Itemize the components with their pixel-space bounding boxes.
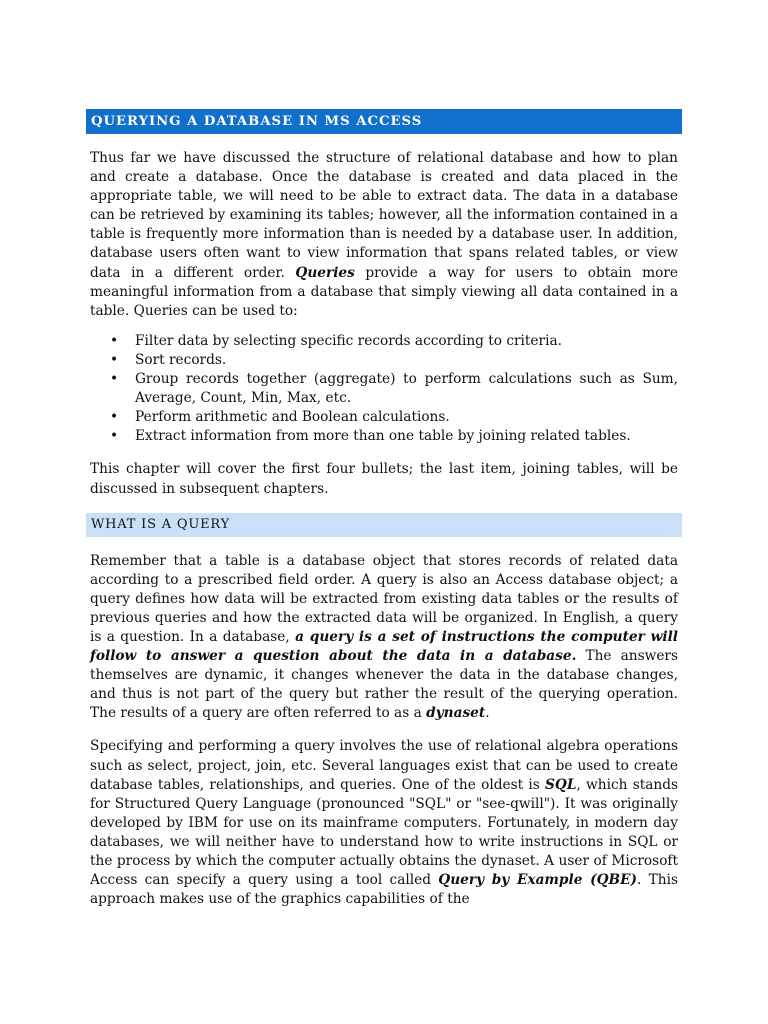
query-definition-paragraph bbox=[86, 552, 682, 724]
list-item bbox=[86, 332, 678, 351]
sql-text-1: Specifying and performing a query involves the use of relational algebra operations such as select, project, join, etc. Several languages exist that can be used to create database tables, relationships, and queries. One of the oldest is bbox=[90, 738, 678, 793]
bullet-icon: • bbox=[110, 428, 119, 445]
sql-text-3: . This approach makes use of the graphics capabilities of the bbox=[90, 872, 678, 908]
closing-paragraph: This chapter will cover the first four bullets; the last item, joining tables, will be discussed in subsequent chapters. bbox=[90, 461, 678, 497]
term-qbe: Query by Example (QBE) bbox=[438, 872, 637, 889]
sql-paragraph bbox=[86, 737, 682, 909]
section-heading-querying: QUERYING A DATABASE IN MS ACCESS bbox=[86, 109, 682, 134]
list-item-text: Extract information from more than one table by joining related tables. bbox=[135, 428, 631, 445]
list-item bbox=[86, 370, 678, 408]
list-item-text: Group records together (aggregate) to perform calculations such as Sum, Average, Count, Min, Max, etc. bbox=[135, 371, 678, 407]
bullet-icon: • bbox=[110, 351, 119, 368]
sql-text-2: , which stands for Structured Query Language (pronounced "SQL" or "see-qwill"). It was originally developed by IBM for use on its mainframe computers. Fortunately, in modern day databases, we will neither have to understand how to write instructions in SQL or the process by which the computer actually obtains the dynaset. A user of Microsoft Access can specify a query using a tool called bbox=[90, 776, 678, 889]
definition-emphasis: a query is a set of instructions the computer will follow to answer a question about the data in a database. bbox=[90, 628, 678, 665]
query-uses-list bbox=[86, 332, 682, 447]
definition-text-1: Remember that a table is a database object that stores records of related data according to a prescribed field order. A query is also an Access database object; a query defines how data will be extracted from existing data tables or the results of previous queries and how the extracted data will be organized. In English, a query is a question. In a database, bbox=[90, 552, 678, 645]
term-queries: Queries bbox=[295, 264, 355, 281]
term-sql: SQL bbox=[545, 776, 577, 793]
bullet-icon: • bbox=[110, 332, 119, 349]
bullet-icon: • bbox=[110, 371, 119, 388]
list-item-text: Sort records. bbox=[135, 351, 227, 368]
intro-text-2: provide a way for users to obtain more meaningful information from a database that simply viewing all data contained in a table. Queries can be used to: bbox=[90, 264, 678, 319]
document-page bbox=[86, 109, 682, 909]
list-item bbox=[86, 408, 678, 427]
term-dynaset: dynaset bbox=[426, 705, 486, 722]
bullet-icon: • bbox=[110, 409, 119, 426]
intro-text-1: Thus far we have discussed the structure of relational database and how to plan and create a database. Once the database is created and data placed in the appropriate table, we will need to be able to extract data. The data in a database can be retrieved by examining its tables; however, all the information contained in a table is frequently more information than is needed by a database user. In addition, database users often want to view information that spans related tables, or view data in a different order. bbox=[90, 150, 678, 281]
list-item-text: Filter data by selecting specific records according to criteria. bbox=[135, 332, 562, 349]
definition-text-3: . bbox=[485, 705, 490, 722]
section-heading-what-is-a-query: WHAT IS A QUERY bbox=[86, 513, 682, 537]
list-item bbox=[86, 351, 678, 370]
list-item bbox=[86, 427, 678, 446]
definition-text-2: The answers themselves are dynamic, it changes whenever the data in the database changes, and thus is not part of the query but rather the result of the querying operation. The results of a query are often referred to as a bbox=[90, 648, 678, 722]
list-item-text: Perform arithmetic and Boolean calculations. bbox=[135, 409, 450, 426]
intro-paragraph bbox=[86, 149, 682, 321]
